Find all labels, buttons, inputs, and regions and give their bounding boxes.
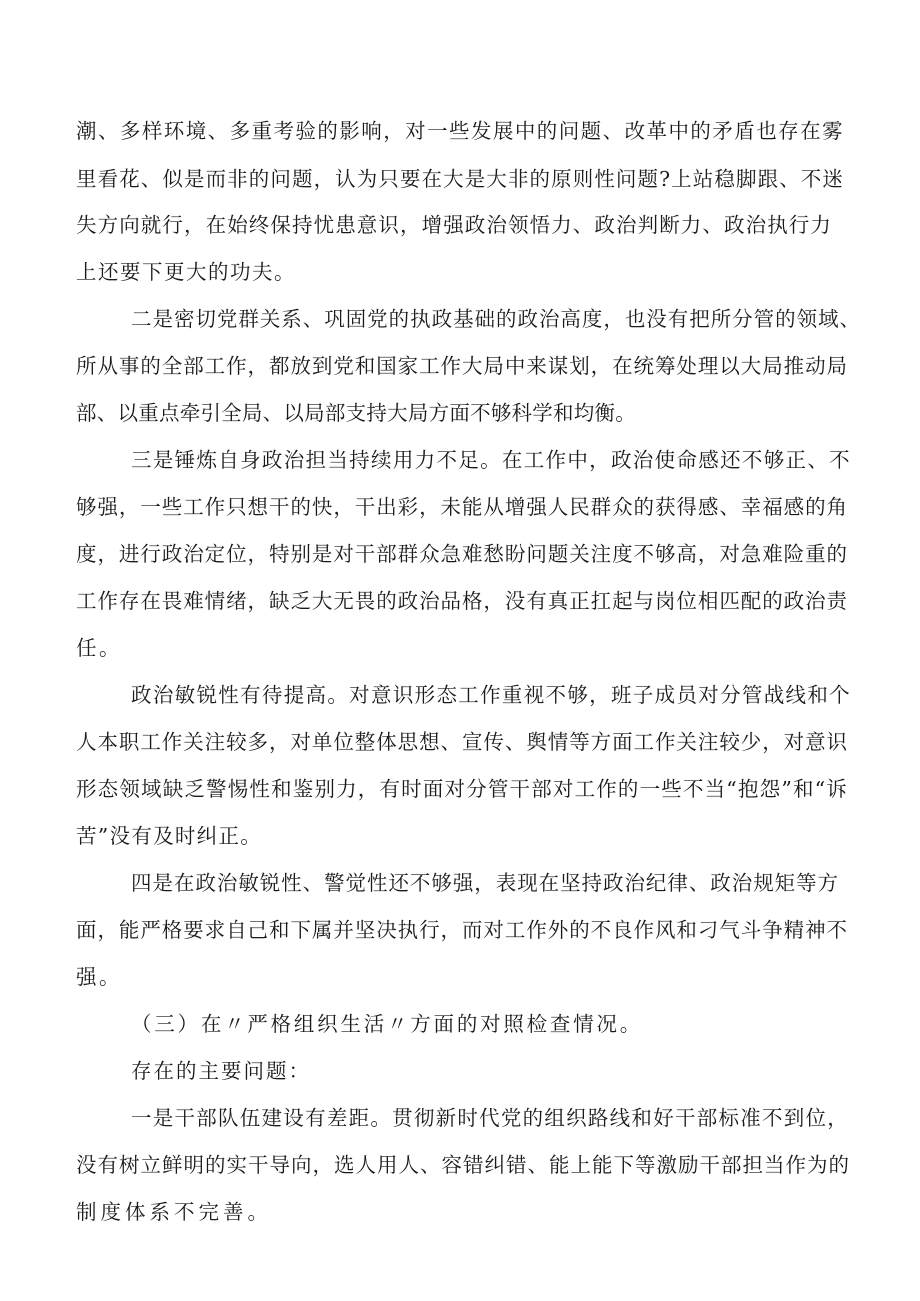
text-line: 形态领域缺乏警惕性和鉴别力，有时面对分管干部对工作的一些不当“抱怨”和“诉 [76,777,848,801]
text-line: 部、以重点牵引全局、以局部支持大局方面不够科学和均衡。 [76,401,637,425]
text-line: 度，进行政治定位，特别是对干部群众急难愁盼问题关注度不够高，对急难险重的 [76,542,848,566]
text-line: 强。 [76,965,122,989]
text-line: 一是干部队伍建设有差距。贯彻新时代党的组织路线和好干部标准不到位， [131,1106,850,1130]
text-line: 二是密切党群关系、巩固党的执政基础的政治高度，也没有把所分管的领域、 [131,307,862,331]
text-line: 所从事的全部工作，都放到党和国家工作大局中来谋划，在统筹处理以大局推动局 [76,354,848,378]
text-line: 没有树立鲜明的实干导向，选人用人、容错纠错、能上能下等激励干部担当作为的 [76,1153,850,1177]
text-line: 政治敏锐性有待提高。对意识形态工作重视不够，班子成员对分管战线和个 [131,683,851,707]
text-line: 工作存在畏难情绪，缺乏大无畏的政治品格，没有真正扛起与岗位相匹配的政治责 [76,589,848,613]
text-line: 苦”没有及时纠正。 [76,824,262,848]
text-line: 人本职工作关注较多，对单位整体思想、宣传、舆情等方面工作关注较少，对意识 [76,730,848,754]
text-line: 三是锤炼自身政治担当持续用力不足。在工作中，政治使命感还不够正、不 [131,448,851,472]
text-line: 存在的主要问题： [131,1059,311,1083]
text-line: 制度体系不完善。 [76,1200,272,1224]
text-line: 上还要下更大的功夫。 [76,260,296,284]
text-line: 够强，一些工作只想干的快，干出彩，未能从增强人民群众的获得感、幸福感的角 [76,495,848,519]
text-line: 潮、多样环境、多重考验的影响，对一些发展中的问题、改革中的矛盾也存在雾 [76,119,845,143]
section-heading: （三）在〃严格组织生活〃方面的对照检查情况。 [131,1012,644,1036]
text-line: 失方向就行，在始终保持忧患意识，增强政治领悟力、政治判断力、政治执行力 [76,213,832,237]
text-line: 里看花、似是而非的问题，认为只要在大是大非的原则性问题?上站稳脚跟、不迷 [76,167,844,191]
text-line: 四是在政治敏锐性、警觉性还不够强，表现在坚持政治纪律、政治规矩等方 [131,871,840,895]
text-line: 面，能严格要求自己和下属并坚决执行，而对工作外的不良作风和刁气斗争精神不 [76,918,848,942]
text-line: 任。 [76,636,122,660]
